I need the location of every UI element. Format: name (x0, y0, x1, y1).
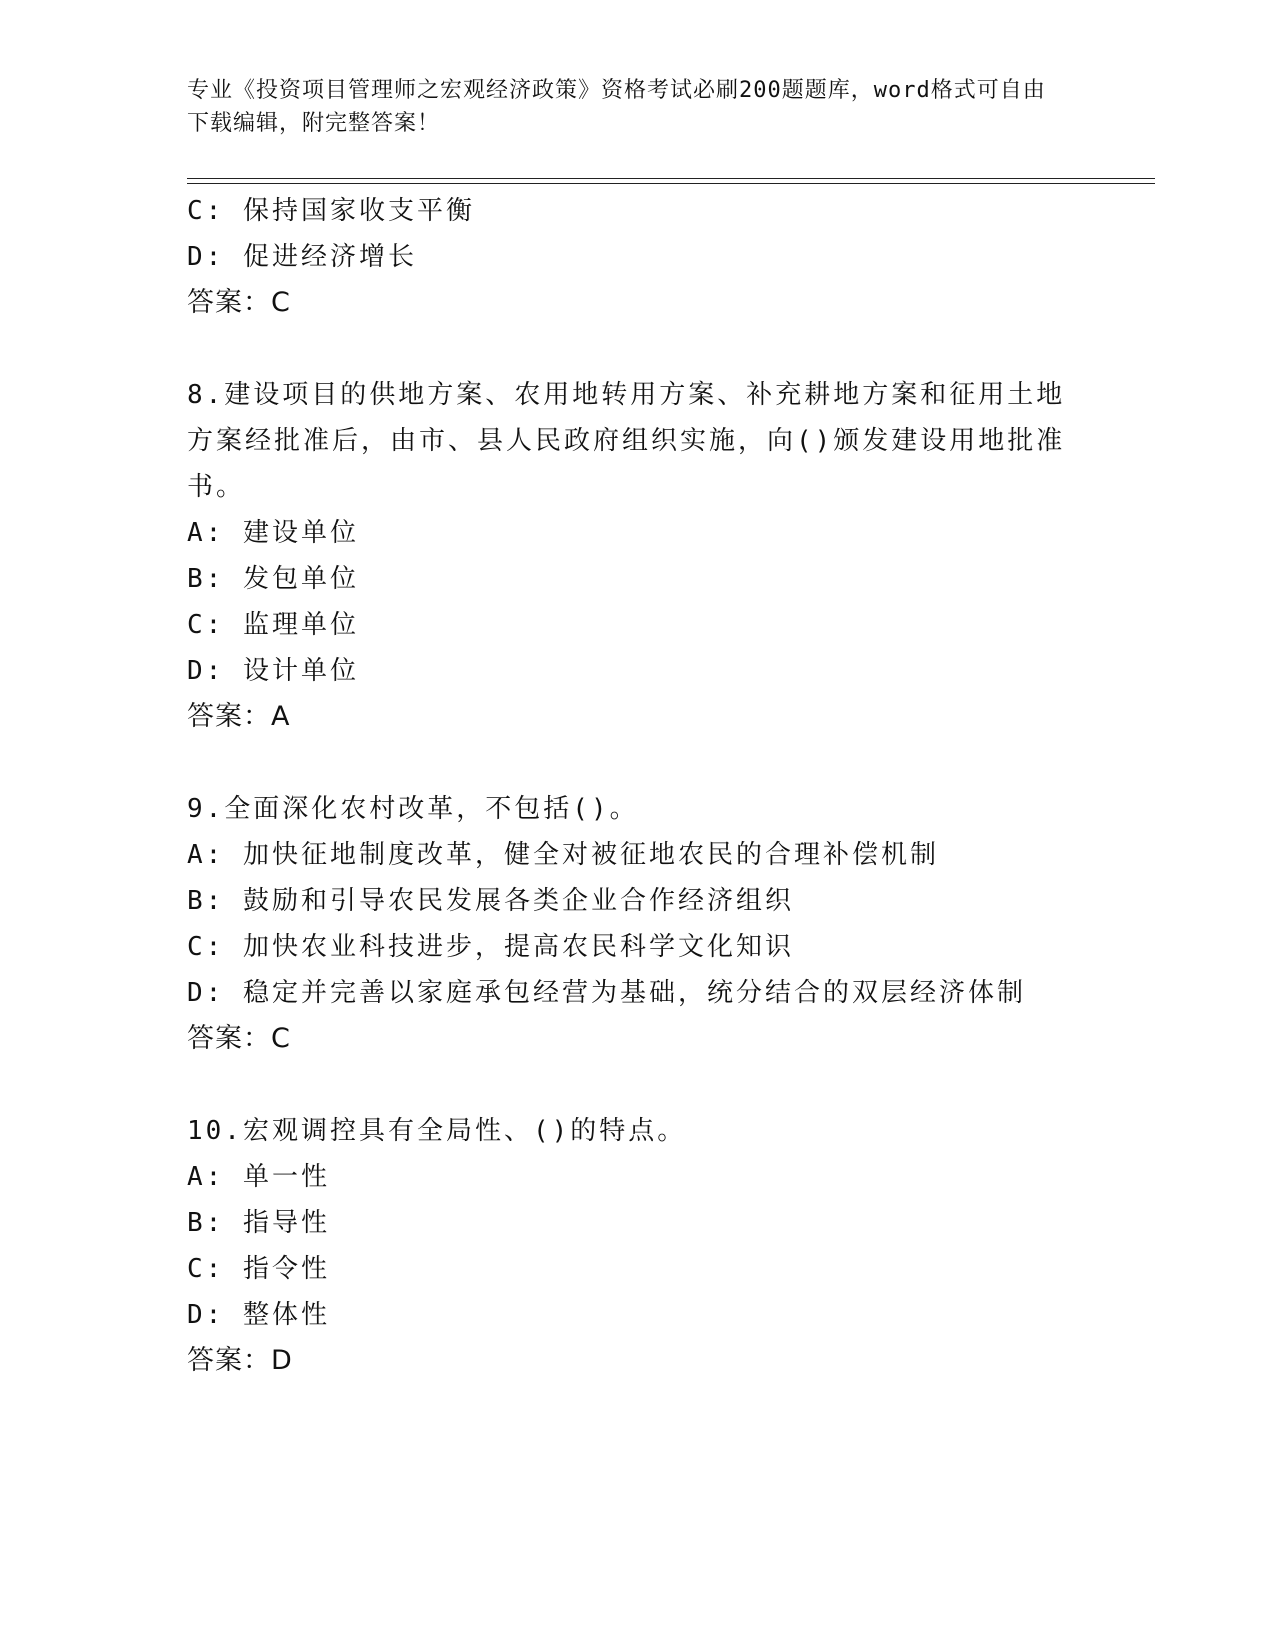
question-block-7-partial (187, 188, 1087, 326)
option-c: C: 保持国家收支平衡 (187, 196, 475, 226)
document-header: 专业《投资项目管理师之宏观经济政策》资格考试必刷200题题库，word格式可自由下载编辑，附完整答案！ (187, 78, 1046, 136)
question-block-10 (187, 1108, 1087, 1384)
question-block-9 (187, 786, 1087, 1062)
spacer (187, 326, 1087, 372)
option-c: C: 加快农业科技进步，提高农民科学文化知识 (187, 932, 794, 962)
option-a: A: 建设单位 (187, 518, 359, 548)
answer-line: 答案：C (187, 287, 291, 318)
option-b: B: 发包单位 (187, 564, 359, 594)
spacer (187, 1062, 1087, 1108)
option-a: A: 单一性 (187, 1162, 330, 1192)
question-text: 10.宏观调控具有全局性、()的特点。 (187, 1116, 687, 1146)
option-b: B: 指导性 (187, 1208, 330, 1238)
option-c: C: 指令性 (187, 1254, 330, 1284)
question-text: 8.建设项目的供地方案、农用地转用方案、补充耕地方案和征用土地方案经批准后，由市、县人民政府组织实施，向()颁发建设用地批准书。 (187, 380, 1066, 502)
answer-line: 答案：D (187, 1345, 293, 1376)
question-text: 9.全面深化农村改革，不包括()。 (187, 794, 639, 824)
question-block-8 (187, 372, 1087, 740)
option-a: A: 加快征地制度改革，健全对被征地农民的合理补偿机制 (187, 840, 939, 870)
document-body (187, 188, 1087, 1384)
option-d: D: 设计单位 (187, 656, 359, 686)
option-d: D: 促进经济增长 (187, 242, 417, 272)
header-rule-top (187, 178, 1155, 179)
header-rule-bottom (187, 183, 1155, 184)
option-b: B: 鼓励和引导农民发展各类企业合作经济组织 (187, 886, 794, 916)
option-d: D: 稳定并完善以家庭承包经营为基础，统分结合的双层经济体制 (187, 978, 1026, 1008)
answer-line: 答案：C (187, 1023, 291, 1054)
spacer (187, 740, 1087, 786)
option-d: D: 整体性 (187, 1300, 330, 1330)
option-c: C: 监理单位 (187, 610, 359, 640)
answer-line: 答案：A (187, 701, 291, 732)
